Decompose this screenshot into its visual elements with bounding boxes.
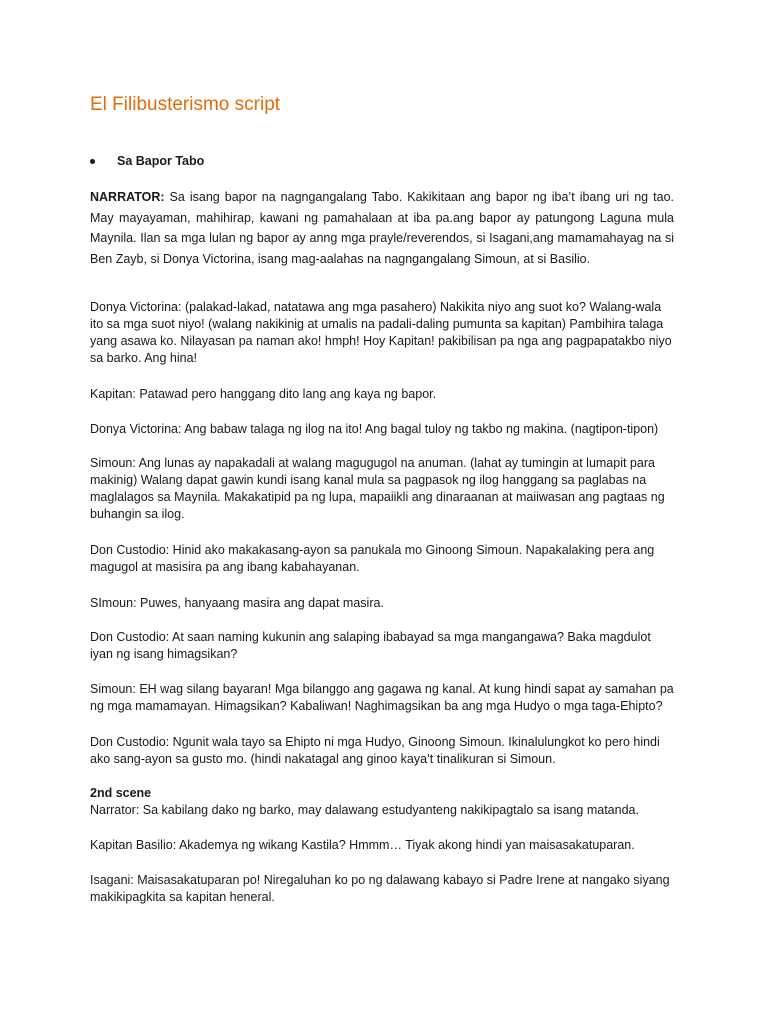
section-heading: Sa Bapor Tabo (117, 154, 205, 168)
dialogue-paragraph: Don Custodio: At saan naming kukunin ang salaping ibabayad sa mga mangangawa? Baka magdulot iyan ng isang himagsikan? (90, 630, 651, 661)
dialogue-paragraph: Don Custodio: Ngunit wala tayo sa Ehipto ni mga Hudyo, Ginoong Simoun. Ikinalulungkot ko pero hindi ako sang-ayon sa gusto mo. (hindi nakatagal ang ginoo kaya’t tinalikuran si Simoun. (90, 735, 660, 766)
dialogue-paragraph: Don Custodio: Hinid ako makakasang-ayon sa panukala mo Ginoong Simoun. Napakalaking pera ang magugol at masisira pa ang ibang kabahayanan. (90, 543, 655, 574)
scene-narrator-paragraph: Narrator: Sa kabilang dako ng barko, may dalawang estudyanteng nakikipagtalo sa isang matanda. (90, 803, 639, 817)
dialogue-paragraph: Simoun: Ang lunas ay napakadali at walang magugugol na anuman. (lahat ay tumingin at lumapit para makinig) Walang dapat gawin kundi isang kanal mula sa pagpasok ng ilog hanggang sa paglabas na maglalagos sa Maynila. Makakatipid pa ng lupa, mapaiikli ang dinaraanan at maiiwasan ang pagtaas ng buhangin sa ilog. (90, 456, 665, 521)
narrator-label: NARRATOR: (90, 190, 165, 204)
section-bullet (90, 154, 204, 168)
dialogue-paragraph: Kapitan Basilio: Akademya ng wikang Kastila? Hmmm… Tiyak akong hindi yan maisasakatuparan. (90, 838, 635, 852)
narrator-text: Sa isang bapor na nagngangalang Tabo. Kakikitaan ang bapor ng iba’t ibang uri ng tao. May mayayaman, mahihirap, kawani ng pamahalaan at iba pa.ang bapor ay patungong Laguna mula Maynila. Ilan sa mga lulan ng bapor ay anng mga prayle/reverendos, si Isagani,ang mamamahayag na si Ben Zayb, si Donya Victorina, isang mag-aalahas na nagngangalang Simoun, at si Basilio. (90, 190, 674, 266)
dialogue-paragraph: Donya Victorina: (palakad-lakad, natatawa ang mga pasahero) Nakikita niyo ang suot ko? Walang-wala ito sa mga suot niyo! (walang nakikinig at umalis na padali-daling pumunta sa kapitan) Pambihira talaga yang asawa ko. Nilayasan pa naman ako! hmph! Hoy Kapitan! pakibilisan pa nga ang pagpapatakbo niyo sa barko. Ang hina! (90, 300, 672, 365)
dialogue-paragraph: Simoun: EH wag silang bayaran! Mga bilanggo ang gagawa ng kanal. At kung hindi sapat ay samahan pa ng mga mamamayan. Himagsikan? Kabaliwan! Naghimagsikan ba ang mga Hudyo o mga taga-Ehipto? (90, 682, 674, 713)
dialogue-paragraph: Isagani: Maisasakatuparan po! Niregaluhan ko po ng dalawang kabayo si Padre Irene at nangako siyang makikipagkita sa kapitan heneral. (90, 873, 670, 904)
dialogue-paragraph: SImoun: Puwes, hanyaang masira ang dapat masira. (90, 596, 384, 610)
dialogue-paragraph: Donya Victorina: Ang babaw talaga ng ilog na ito! Ang bagal tuloy ng takbo ng makina. (nagtipon-tipon) (90, 422, 659, 436)
narrator-paragraph (90, 187, 674, 269)
dialogue-paragraph: Kapitan: Patawad pero hanggang dito lang ang kaya ng bapor. (90, 387, 437, 401)
bullet-icon (90, 159, 95, 164)
document-title: El Filibusterismo script (90, 94, 281, 115)
scene-heading: 2nd scene (90, 786, 152, 800)
